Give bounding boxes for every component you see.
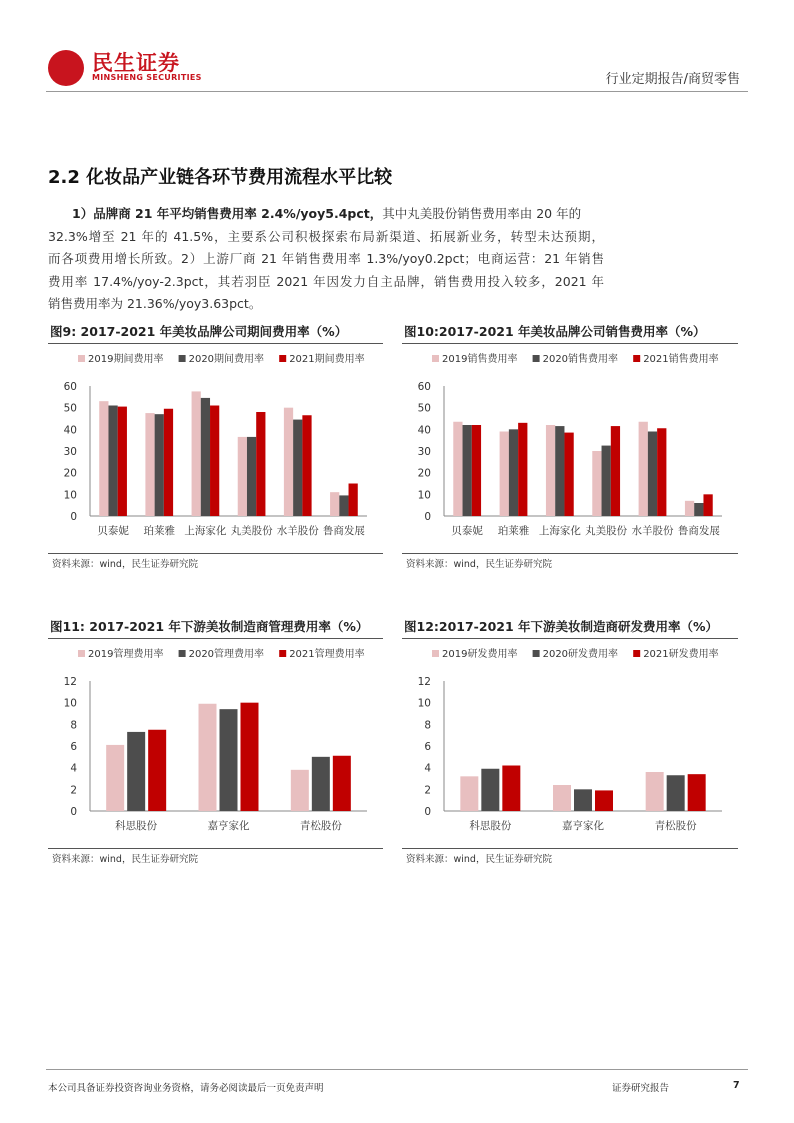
legend-item-1 [179, 647, 264, 660]
bar [648, 432, 657, 517]
legend-item-0 [78, 352, 163, 365]
y-tick-label: 50 [63, 402, 77, 415]
bar [192, 391, 201, 516]
bar [247, 437, 256, 516]
legend-label: 2021研发费用率 [643, 649, 719, 660]
bar [703, 494, 712, 516]
legend-item-0 [78, 647, 163, 660]
y-tick-label: 12 [63, 676, 77, 688]
bar [312, 757, 330, 811]
y-tick-label: 60 [417, 381, 431, 393]
bar [108, 406, 117, 517]
legend-label: 2021销售费用率 [643, 354, 719, 365]
figure-10-top-rule [402, 343, 738, 344]
legend-label: 2019销售费用率 [442, 354, 518, 365]
y-tick-label: 2 [424, 784, 431, 797]
bar [333, 756, 351, 811]
x-tick-label: 水羊股份 [276, 525, 319, 537]
y-tick-label: 20 [417, 467, 431, 480]
bar [564, 433, 573, 516]
figure-10-chart [402, 346, 738, 551]
bar [145, 413, 154, 516]
figure-9-title: 图9: 2017-2021 年美妆品牌公司期间费用率（%） [50, 324, 348, 339]
x-tick-label: 青松股份 [654, 820, 697, 832]
legend-label: 2020销售费用率 [542, 354, 619, 365]
footer-disclaimer: 本公司具备证券投资咨询业务资格，请务必阅读最后一页免责声明 [48, 1083, 324, 1094]
legend-item-1 [533, 647, 618, 660]
paragraph-line-5: 销售费用率为 21.36%/yoy3.63pct。 [48, 296, 262, 311]
y-tick-label: 8 [424, 719, 431, 732]
bar [349, 484, 358, 517]
y-tick-label: 0 [424, 806, 431, 818]
legend-swatch [78, 355, 85, 362]
section-title: 2.2 化妆品产业链各环节费用流程水平比较 [48, 167, 393, 188]
bar [293, 420, 302, 516]
legend-label: 2020期间费用率 [188, 354, 265, 365]
legend-swatch [533, 355, 540, 362]
logo-english-name: MINSHENG SECURITIES [92, 73, 202, 82]
y-tick-label: 6 [424, 741, 431, 753]
x-tick-label: 科思股份 [469, 820, 512, 832]
bar [463, 425, 472, 516]
bar [106, 745, 124, 811]
bar [284, 408, 293, 516]
bar [148, 730, 166, 811]
bar [546, 425, 555, 516]
x-tick-label: 丸美股份 [585, 525, 628, 537]
figure-11-bottom-rule [48, 848, 383, 849]
x-tick-label: 上海家化 [538, 525, 581, 537]
bar [639, 422, 648, 516]
legend-item-2 [633, 647, 718, 660]
minsheng-logo-icon [48, 50, 84, 86]
figure-11-top-rule [48, 638, 383, 639]
bar [330, 492, 339, 516]
paragraph-line-3: 而各项费用增长所致。2）上游厂商 21 年销售费用率 1.3%/yoy0.2pct；电商运营：21 年销售 [48, 251, 604, 266]
bar [574, 789, 592, 811]
figure-12-chart [402, 641, 738, 846]
bar [339, 495, 348, 516]
legend-item-2 [633, 352, 718, 365]
x-tick-label: 贝泰妮 [451, 525, 483, 537]
x-tick-label: 科思股份 [115, 820, 158, 832]
y-tick-label: 0 [70, 511, 77, 523]
y-tick-label: 60 [63, 381, 77, 393]
paragraph-line-4: 费用率 17.4%/yoy-2.3pct，其若羽臣 2021 年因发力自主品牌，销售费用投入较多，2021 年 [48, 273, 604, 289]
figure-9-bottom-rule [48, 553, 383, 554]
bar [611, 426, 620, 516]
x-tick-label: 珀莱雅 [143, 525, 175, 537]
y-tick-label: 10 [63, 489, 77, 502]
paragraph-bold-lead: 1）品牌商 21 年平均销售费用率 2.4%/yoy5.4pct， [72, 206, 383, 221]
bar [460, 776, 478, 811]
report-type: 行业定期报告/商贸零售 [605, 72, 740, 87]
y-tick-label: 6 [70, 741, 77, 753]
legend-label: 2019管理费用率 [88, 649, 164, 660]
x-tick-label: 嘉亨家化 [207, 820, 250, 832]
legend-item-2 [279, 352, 364, 365]
x-tick-label: 鲁商发展 [677, 525, 720, 537]
legend-item-0 [432, 647, 517, 660]
y-tick-label: 30 [63, 446, 77, 458]
legend-label: 2019研发费用率 [442, 649, 518, 660]
legend-label: 2019期间费用率 [88, 354, 164, 365]
x-tick-label: 珀莱雅 [497, 525, 530, 537]
bar [685, 501, 694, 516]
body-paragraph [48, 203, 604, 316]
legend-swatch [432, 355, 439, 362]
legend-item-2 [279, 647, 364, 660]
y-tick-label: 2 [70, 784, 77, 797]
figure-9-source: 资料来源：wind，民生证券研究院 [52, 559, 198, 570]
bar [220, 709, 238, 811]
legend-swatch [78, 650, 85, 657]
y-tick-label: 4 [424, 762, 431, 775]
y-tick-label: 10 [63, 697, 77, 710]
legend-swatch [179, 355, 186, 362]
bar [238, 437, 247, 516]
legend-swatch [432, 650, 439, 657]
bar [688, 774, 706, 811]
bar [595, 790, 613, 811]
x-tick-label: 嘉亨家化 [562, 820, 604, 832]
legend-item-1 [179, 352, 264, 365]
y-tick-label: 40 [63, 424, 77, 437]
bar [155, 414, 164, 516]
x-tick-label: 上海家化 [184, 525, 227, 537]
figure-9-chart [48, 346, 383, 551]
y-tick-label: 0 [424, 511, 431, 523]
page-number: 7 [733, 1080, 740, 1091]
legend-item-0 [432, 352, 517, 365]
legend-swatch [279, 355, 286, 362]
bar [199, 704, 217, 811]
legend-label: 2021期间费用率 [289, 354, 365, 365]
bar [509, 429, 518, 516]
paragraph-line-1-rest: 其中丸美股份销售费用率由 20 年的 [382, 206, 582, 221]
y-tick-label: 20 [63, 467, 77, 480]
x-tick-label: 丸美股份 [230, 525, 273, 537]
header-divider [46, 91, 748, 92]
footer-doc-type: 证券研究报告 [612, 1083, 670, 1094]
y-tick-label: 40 [417, 424, 431, 437]
y-tick-label: 0 [70, 806, 77, 818]
bar [553, 785, 571, 811]
y-tick-label: 10 [417, 489, 431, 502]
logo-chinese-name: 民生证券 [92, 51, 180, 75]
bar [164, 409, 173, 516]
bar [592, 451, 601, 516]
bar [127, 732, 145, 811]
figure-11-chart [48, 641, 383, 846]
bar [518, 423, 527, 516]
figure-12-source: 资料来源：wind，民生证券研究院 [406, 854, 552, 865]
figure-10-bottom-rule [402, 553, 738, 554]
x-tick-label: 鲁商发展 [322, 525, 365, 537]
bar [118, 407, 127, 516]
legend-item-1 [533, 352, 618, 365]
figure-12-bottom-rule [402, 848, 738, 849]
legend-swatch [533, 650, 540, 657]
bar [602, 446, 611, 516]
bar [291, 770, 309, 811]
figure-9-top-rule [48, 343, 383, 344]
x-tick-label: 水羊股份 [631, 525, 674, 537]
legend-label: 2020管理费用率 [188, 649, 265, 660]
bar [210, 406, 219, 517]
bar [302, 415, 311, 516]
paragraph-line-1 [48, 203, 604, 226]
figure-11-title: 图11: 2017-2021 年下游美妆制造商管理费用率（%） [50, 619, 369, 634]
bar [555, 426, 564, 516]
y-tick-label: 12 [417, 676, 431, 688]
x-tick-label: 贝泰妮 [97, 525, 129, 537]
bar [99, 401, 108, 516]
bar [646, 772, 664, 811]
bar [667, 775, 685, 811]
bar [502, 766, 520, 812]
figure-10-title: 图10:2017-2021 年美妆品牌公司销售费用率（%） [404, 324, 706, 339]
bar [657, 428, 666, 516]
bar [500, 432, 509, 517]
paragraph-line-2: 32.3%增至 21 年的 41.5%，主要系公司积极探索布局新渠道、拓展新业务，转型未达预期， [48, 228, 604, 244]
figure-11-source: 资料来源：wind，民生证券研究院 [52, 854, 198, 865]
y-tick-label: 10 [417, 697, 431, 710]
y-tick-label: 4 [70, 762, 77, 775]
bar [201, 398, 210, 516]
legend-swatch [279, 650, 286, 657]
x-tick-label: 青松股份 [299, 820, 342, 832]
legend-swatch [633, 355, 640, 362]
legend-label: 2021管理费用率 [289, 649, 365, 660]
bar [241, 703, 259, 811]
bar [472, 425, 481, 516]
y-tick-label: 30 [417, 446, 431, 458]
figure-12-title: 图12:2017-2021 年下游美妆制造商研发费用率（%） [404, 619, 719, 634]
bar [481, 769, 499, 811]
bar [256, 412, 265, 516]
bar [694, 503, 703, 516]
bar [453, 422, 462, 516]
figure-10-source: 资料来源：wind，民生证券研究院 [406, 559, 552, 570]
legend-label: 2020研发费用率 [542, 649, 619, 660]
footer-divider [46, 1069, 748, 1070]
figure-12-top-rule [402, 638, 738, 639]
legend-swatch [633, 650, 640, 657]
y-tick-label: 8 [70, 719, 77, 732]
y-tick-label: 50 [417, 402, 431, 415]
legend-swatch [179, 650, 186, 657]
